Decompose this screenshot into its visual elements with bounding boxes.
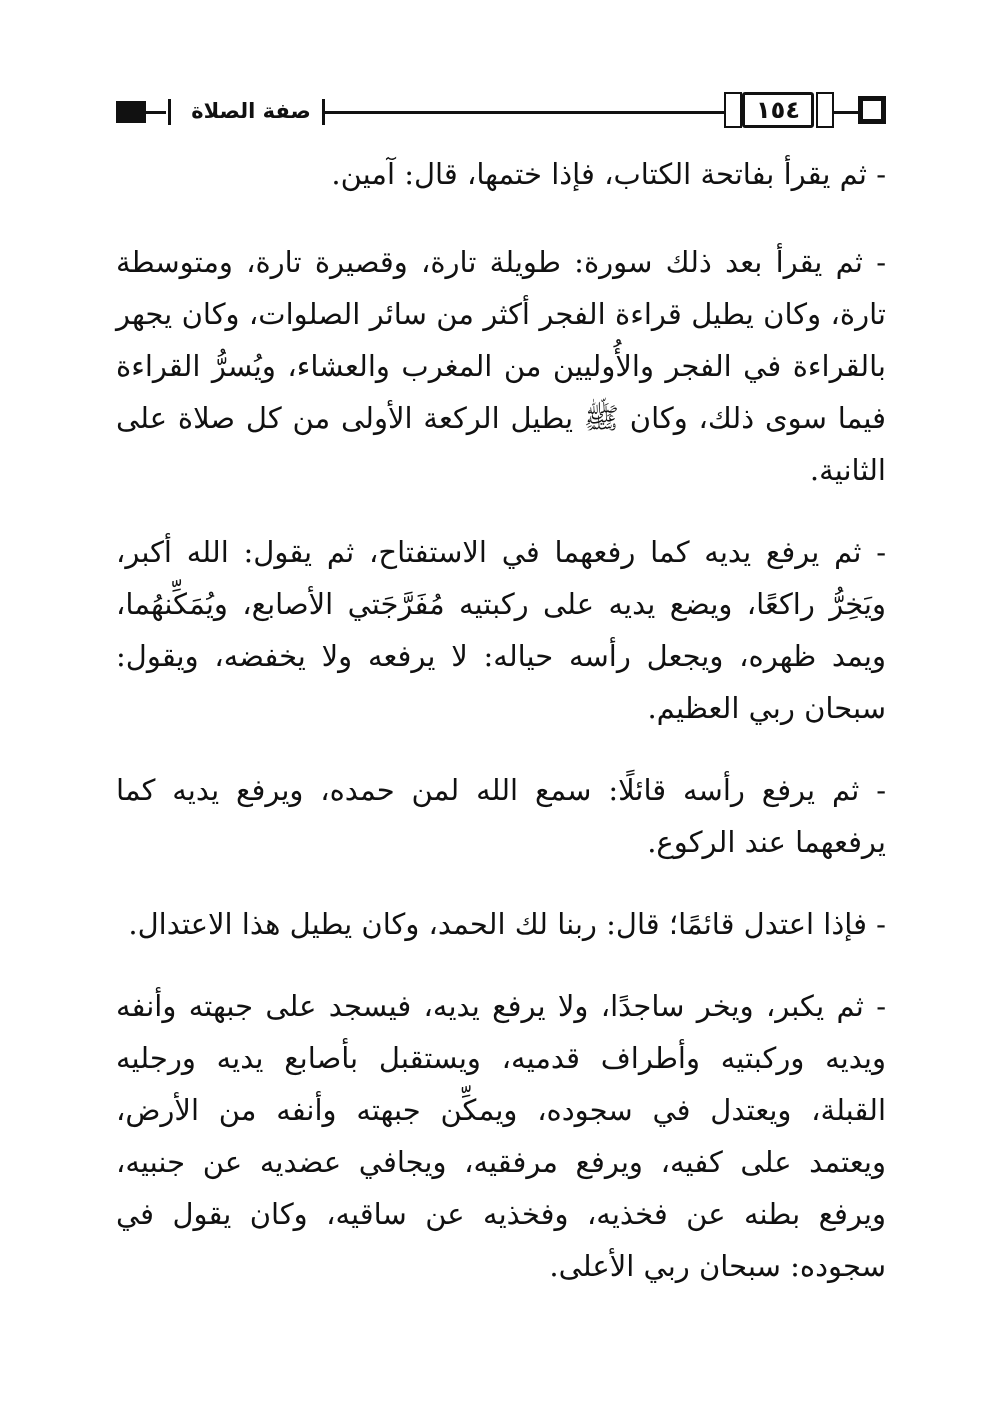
page-header — [116, 88, 886, 136]
header-rule-segment — [146, 111, 166, 114]
page-body — [116, 148, 886, 1322]
paragraph: - ثم يقرأ بفاتحة الكتاب، فإذا ختمها، قال: آمين. — [331, 157, 886, 191]
paragraph: - ثم يقرأ بعد ذلك سورة: طويلة تارة، وقصيرة تارة، ومتوسطة تارة، وكان يطيل قراءة الفجر أكثر من سائر الصلوات، وكان يجهر بالقراءة في الفجر والأُوليين من المغرب والعشاء، ويُسرُّ القراءة فيما سوى ذلك، وكان ﷺ يطيل الركعة الأولى من كل صلاة على الثانية. — [116, 245, 886, 487]
paragraph: - فإذا اعتدل قائمًا؛ قال: ربنا لك الحمد، وكان يطيل هذا الاعتدال. — [128, 907, 886, 941]
header-left-square — [116, 101, 146, 123]
page-number: ١٥٤ — [742, 92, 814, 128]
header-rule-tick — [168, 99, 171, 125]
paragraph: - ثم يكبر، ويخر ساجدًا، ولا يرفع يديه، فيسجد على جبهته وأنفه ويديه وركبتيه وأطراف قدميه، ويستقبل بأصابع يديه ورجليه القبلة، ويعتدل في سجوده، ويمكِّن جبهته وأنفه من الأرض، ويعتمد على كفيه، ويرفع مرفقيه، ويجافي عضديه عن جنبيه، ويرفع بطنه عن فخذيه، وفخذيه عن ساقيه، وكان يقول في سجوده: سبحان ربي الأعلى. — [116, 989, 886, 1283]
header-rule-segment — [834, 111, 858, 114]
header-right-square — [858, 96, 886, 124]
frame-ornament-right — [816, 92, 834, 128]
header-rule — [325, 111, 725, 114]
running-title: صفة الصلاة — [191, 99, 311, 123]
frame-ornament-left — [724, 92, 742, 128]
page-number-frame — [724, 88, 834, 134]
paragraph: - ثم يرفع يديه كما رفعهما في الاستفتاح، ثم يقول: الله أكبر، ويَخِرُّ راكعًا، ويضع يديه على ركبتيه مُفَرَّجَتي الأصابع، ويُمَكِّنهُما، ويمد ظهره، ويجعل رأسه حياله: لا يرفعه ولا يخفضه، ويقول: سبحان ربي العظيم. — [116, 535, 886, 725]
paragraph: - ثم يرفع رأسه قائلًا: سمع الله لمن حمده، ويرفع يديه كما يرفعهما عند الركوع. — [116, 773, 886, 859]
